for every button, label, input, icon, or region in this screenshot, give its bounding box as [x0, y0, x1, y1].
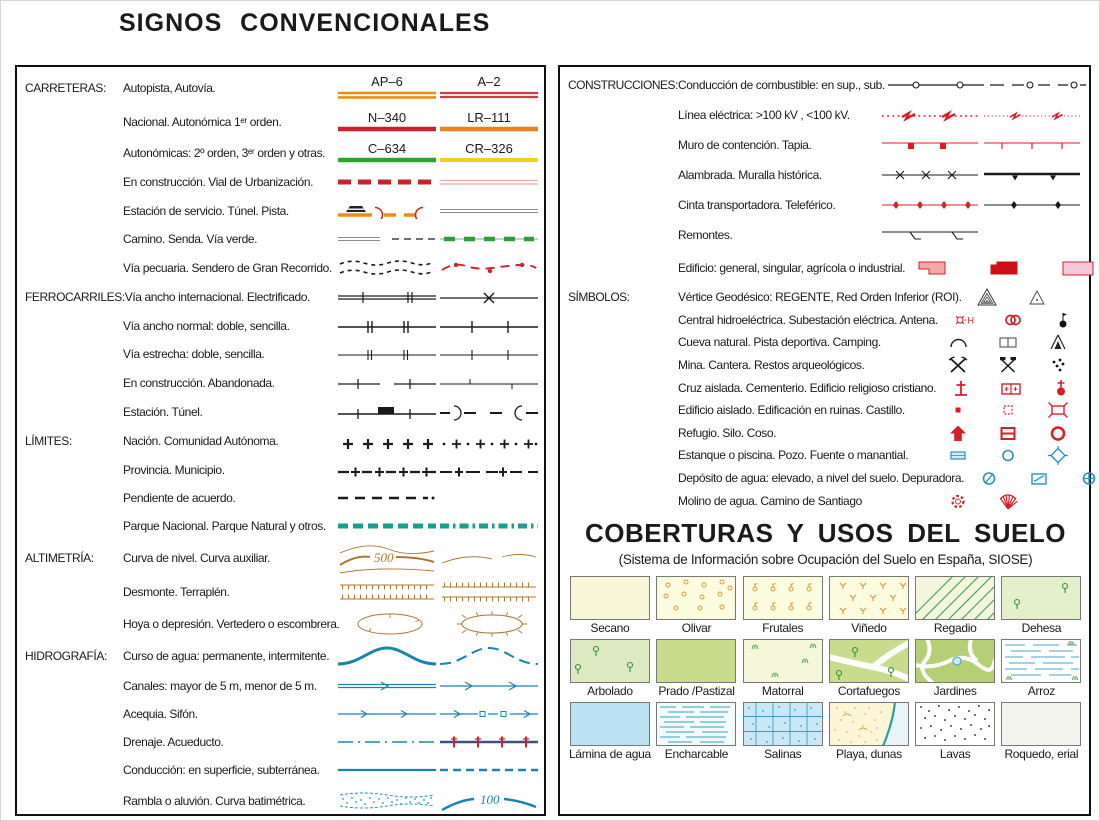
estacion-servicio-tunel-symbol [336, 203, 438, 219]
swatch-arroz [1001, 639, 1081, 683]
tapia-symbol [981, 138, 1083, 152]
swatch-secano [570, 576, 650, 620]
pendiente-acuerdo-symbol [336, 492, 438, 504]
ferrocarril-internacional-symbol [336, 286, 438, 308]
category-label: FERROCARRILES: [25, 290, 125, 304]
row-label: Conducción: en superficie, subterránea. [123, 763, 320, 777]
page-title: SIGNOS CONVENCIONALES [119, 9, 491, 37]
legend-row [568, 376, 1083, 399]
vial-urbanizacion-symbol [438, 177, 540, 187]
depuradora-icon [1064, 468, 1100, 488]
land-cover-cell [1001, 639, 1082, 698]
coso-icon [1033, 423, 1083, 443]
legend-row [25, 672, 540, 700]
row-label: En construcción. Abandonada. [123, 375, 275, 390]
land-cover-cell [1001, 702, 1082, 761]
vertedero-symbol [441, 610, 543, 638]
swatch-jardines [915, 639, 995, 683]
land-cover-cell [915, 576, 996, 635]
pista-symbol [438, 207, 540, 215]
remontes-symbol [879, 226, 981, 244]
limite-municipio-symbol [438, 459, 540, 481]
land-cover-label: Prado /Pastizal [658, 683, 735, 698]
row-label: Mina. Cantera. Restos arqueológicos. [678, 358, 865, 373]
category-label: LÍMITES: [25, 433, 72, 448]
castillo-icon [1033, 400, 1083, 420]
land-cover-cell [656, 576, 737, 635]
swatch-frutales [743, 576, 823, 620]
legend-row [25, 700, 540, 728]
via-normal-doble-symbol [336, 315, 438, 337]
legend-row [25, 455, 540, 484]
legend-row [25, 512, 540, 539]
parque-nacional-symbol [336, 521, 438, 531]
row-label: Estación de servicio. Túnel. Pista. [123, 203, 289, 218]
molino-agua-icon [933, 491, 983, 511]
row-label: Nación. Comunidad Autónoma. [123, 433, 279, 448]
acueducto-symbol [438, 734, 540, 750]
land-cover-cell [656, 639, 737, 698]
land-cover-label: Dehesa [1021, 620, 1062, 635]
legend-row [568, 422, 1083, 445]
land-cover-cell [1001, 576, 1082, 635]
mina-icon [933, 355, 983, 375]
swatch-lavas [915, 702, 995, 746]
legend-row [568, 309, 1083, 332]
land-cover-cell [569, 576, 651, 635]
legend-row [25, 106, 540, 137]
row-label: Parque Nacional. Parque Natural y otros. [123, 518, 326, 533]
linea-electrica-alta-symbol [879, 107, 981, 123]
category-label: HIDROGRAFÍA: [25, 649, 107, 663]
land-cover-label: Frutales [762, 620, 804, 635]
edificacion-ruinas-icon [983, 400, 1033, 420]
via-estrecha-doble-symbol [336, 344, 438, 364]
land-cover-label: Salinas [764, 746, 802, 761]
swatch-playa-dunas [829, 702, 909, 746]
row-label: Conducción de combustible: en sup., sub. [678, 78, 885, 92]
via-verde-symbol [438, 235, 540, 243]
legend-row [25, 69, 540, 106]
legend-row [25, 539, 540, 576]
cantera-icon [983, 355, 1033, 375]
category-label: SÍMBOLOS: [568, 290, 630, 305]
legend-row [568, 160, 1083, 190]
legend-row [25, 484, 540, 512]
legend-row [25, 397, 540, 426]
row-label: Provincia. Municipio. [123, 462, 225, 477]
autovia-symbol [438, 75, 540, 100]
land-cover-cell [742, 576, 823, 635]
limite-comunidad-symbol [438, 430, 540, 452]
curso-agua-permanente-symbol [336, 643, 438, 669]
land-cover-label: Viñedo [851, 620, 887, 635]
parque-natural-symbol [438, 521, 540, 531]
land-cover-cell [828, 639, 909, 698]
legend-row [568, 331, 1083, 354]
land-cover-cell [656, 702, 737, 761]
legend-row [568, 100, 1083, 130]
category-label: CARRETERAS: [25, 80, 106, 95]
legend-row [568, 354, 1083, 377]
restos-arqueologicos-icon [1033, 355, 1083, 375]
autonomica-2o-orden-symbol [336, 142, 438, 163]
deposito-elevado-icon [964, 468, 1014, 488]
land-cover-label: Lámina de agua [569, 746, 651, 761]
swatch-matorral [743, 639, 823, 683]
legend-row [568, 250, 1083, 286]
edificio-religioso-icon [1036, 378, 1086, 398]
category-label: ALTIMETRÍA: [25, 550, 94, 565]
ferrocarril-abandonado-symbol [438, 373, 540, 393]
land-cover-label: Cortafuegos [837, 683, 900, 698]
canal-mayor-symbol [336, 678, 438, 694]
row-label: Edificio: general, singular, agrícola o industrial. [678, 261, 906, 275]
land-cover-label: Secano [590, 620, 630, 635]
swatch-vinedo [829, 576, 909, 620]
coberturas-title: COBERTURAS Y USOS DEL SUELO [584, 517, 1067, 548]
curva-auxiliar-symbol [438, 541, 540, 575]
coberturas-subtitle: (Sistema de Información sobre Ocupación del Suelo en España, SIOSE) [618, 551, 1033, 567]
edificio-symbols [905, 257, 1100, 279]
camino-senda-symbol [336, 235, 438, 243]
road-code-n340: N–340 [367, 110, 407, 125]
row-label: Línea eléctrica: >100 kV , <100 kV. [678, 108, 850, 122]
swatch-arbolado [570, 639, 650, 683]
legend-row [25, 728, 540, 756]
terraplen-symbol [438, 580, 540, 604]
contour-value-label: 500 [374, 549, 394, 565]
row-label: Central hidroeléctrica. Subestación eléctrica. Antena. [678, 312, 938, 327]
land-cover-cell [569, 702, 651, 761]
vertice-roi-icon [1012, 287, 1062, 307]
row-label: Estación. Túnel. [123, 404, 203, 419]
panel-signos-derecha [558, 65, 1091, 816]
legend-row [568, 220, 1083, 250]
row-label: Cueva natural. Pista deportiva. Camping. [678, 335, 881, 350]
land-cover-grid [568, 576, 1083, 761]
muralla-historica-symbol [981, 167, 1083, 183]
land-cover-cell [742, 702, 823, 761]
legend-row [568, 130, 1083, 160]
pista-deportiva-icon [983, 332, 1033, 352]
legend-row [25, 756, 540, 784]
refugio-icon [933, 423, 983, 443]
swatch-dehesa [1001, 576, 1081, 620]
autopista-symbol [336, 75, 438, 100]
ferrocarril-construccion-symbol [336, 373, 438, 393]
camping-icon [1033, 332, 1083, 352]
conduccion-subterranea-symbol [438, 765, 540, 775]
legend-row [25, 340, 540, 368]
legend-row [568, 286, 1083, 309]
desmonte-symbol [336, 580, 438, 604]
cinta-transportadora-symbol [879, 197, 981, 213]
subestacion-electrica-icon [988, 310, 1038, 330]
rambla-aluvion-symbol [336, 789, 438, 813]
legend-row [25, 137, 540, 168]
row-label: Cinta transportadora. Teleférico. [678, 198, 836, 212]
canal-menor-symbol [438, 678, 540, 694]
legend-row [25, 253, 540, 283]
silo-icon [983, 423, 1033, 443]
legend-row [25, 607, 540, 640]
vertice-regente-icon [962, 287, 1012, 307]
swatch-encharcable [656, 702, 736, 746]
row-label: Remontes. [678, 228, 733, 242]
legend-row [568, 444, 1083, 467]
combustible-superficie-symbol [885, 78, 987, 92]
legend-row [25, 225, 540, 253]
row-label: Vía ancho internacional. Electrificado. [124, 290, 310, 304]
legend-row [25, 283, 540, 311]
swatch-salinas [743, 702, 823, 746]
land-cover-cell [915, 639, 996, 698]
land-cover-label: Encharcable [664, 746, 729, 761]
land-cover-cell [828, 576, 909, 635]
land-cover-label: Roquedo, erial [1004, 746, 1079, 761]
legend-row [568, 489, 1083, 512]
road-code-cr326: CR–326 [465, 141, 513, 156]
cementerio-icon [986, 378, 1036, 398]
autonomica-3er-orden-symbol [438, 142, 540, 163]
tunel-ferrocarril-symbol [438, 402, 540, 422]
via-estrecha-sencilla-symbol [438, 344, 540, 364]
ferrocarril-electrificado-symbol [438, 286, 540, 308]
carretera-construccion-symbol [336, 177, 438, 187]
legend-row [25, 426, 540, 455]
acequia-symbol [336, 706, 438, 722]
swatch-prado [656, 639, 736, 683]
combustible-subterraneo-symbol [987, 78, 1089, 92]
row-label: Molino de agua. Camino de Santiago [678, 493, 862, 508]
legend-row [568, 467, 1083, 490]
legend-row [25, 368, 540, 397]
row-label: Hoya o depresión. Vertedero o escombrera. [123, 616, 340, 631]
row-label: Camino. Senda. Vía verde. [123, 232, 258, 246]
estacion-ferrocarril-symbol [336, 402, 438, 422]
land-cover-label: Jardines [933, 683, 977, 698]
limite-provincia-symbol [336, 459, 438, 481]
panel-signos-izquierda [15, 65, 546, 816]
road-code-a2: A–2 [477, 74, 501, 89]
legend-row [568, 399, 1083, 422]
fuente-manantial-icon [1033, 445, 1083, 465]
category-label: CONSTRUCCIONES: [568, 78, 678, 92]
swatch-cortafuegos [829, 639, 909, 683]
swatch-olivar [656, 576, 736, 620]
drenaje-symbol [336, 736, 438, 748]
via-normal-sencilla-symbol [438, 315, 540, 337]
edificio-aislado-icon [933, 400, 983, 420]
land-cover-label: Playa, dunas [836, 746, 902, 761]
row-label: Canales: mayor de 5 m, menor de 5 m. [123, 679, 317, 693]
land-cover-label: Olivar [681, 620, 712, 635]
row-label: Edificio aislado. Edificación en ruinas. Castillo. [678, 403, 905, 418]
carretera-nacional-symbol [336, 111, 438, 132]
limite-nacion-symbol [336, 430, 438, 452]
land-cover-cell [828, 702, 909, 761]
row-label: Rambla o aluvión. Curva batimétrica. [123, 793, 306, 808]
land-cover-label: Arbolado [587, 683, 633, 698]
central-hidroelectrica-icon [938, 310, 988, 330]
land-cover-label: Matorral [761, 683, 804, 698]
curva-batimetrica-symbol [438, 788, 540, 814]
land-cover-label: Regadio [933, 620, 977, 635]
row-label: Autopista, Autovía. [123, 80, 216, 95]
via-pecuaria-symbol [336, 258, 438, 278]
linea-electrica-baja-symbol [981, 107, 1083, 123]
cueva-natural-icon [933, 332, 983, 352]
land-cover-cell [915, 702, 996, 761]
row-label: Muro de contención. Tapia. [678, 138, 812, 152]
autonomica-1er-orden-symbol [438, 111, 540, 132]
land-cover-cell [742, 639, 823, 698]
curva-nivel-symbol [336, 541, 438, 575]
bathymetric-value-label: 100 [480, 791, 500, 807]
row-label: Vértice Geodésico: REGENTE, Red Orden Inferior (ROI). [678, 290, 962, 305]
row-label: Desmonte. Terraplén. [123, 584, 230, 599]
row-label: Nacional. Autonómica 1ᵉʳ orden. [123, 114, 282, 129]
pozo-icon [983, 445, 1033, 465]
antena-icon [1038, 310, 1088, 330]
row-label: Estanque o piscina. Pozo. Fuente o manantial. [678, 448, 909, 463]
row-label: Alambrada. Muralla histórica. [678, 168, 822, 182]
row-label: Depósito de agua: elevado, a nivel del suelo. Depuradora. [678, 471, 965, 486]
row-label: Vía pecuaria. Sendero de Gran Recorrido. [123, 261, 332, 275]
curso-agua-intermitente-symbol [438, 643, 540, 669]
legend-row [25, 784, 540, 817]
legend-row [568, 70, 1083, 100]
legend-row [25, 196, 540, 225]
row-label: Vía ancho normal: doble, sencilla. [123, 318, 290, 333]
row-label: En construcción. Vial de Urbanización. [123, 175, 314, 189]
svg-text:H: H [967, 315, 974, 326]
row-label: Refugio. Silo. Coso. [678, 425, 777, 440]
row-label: Curso de agua: permanente, intermitente. [123, 649, 330, 663]
swatch-lamina-agua [570, 702, 650, 746]
legend-row [25, 576, 540, 607]
camino-santiago-icon [983, 491, 1033, 511]
legend-row [568, 190, 1083, 220]
row-label: Cruz aislada. Cementerio. Edificio religioso cristiano. [678, 380, 937, 395]
alambrada-symbol [879, 167, 981, 183]
conduccion-superficie-symbol [336, 765, 438, 775]
legend-row [25, 640, 540, 672]
deposito-suelo-icon [1014, 468, 1064, 488]
road-code-lr111: LR–111 [467, 110, 511, 125]
swatch-regadio [915, 576, 995, 620]
land-cover-cell [569, 639, 651, 698]
legend-row [25, 311, 540, 340]
land-cover-label: Lavas [939, 746, 971, 761]
sifon-symbol [438, 706, 540, 722]
cruz-aislada-icon [936, 378, 986, 398]
teleferico-symbol [981, 197, 1083, 213]
sendero-gran-recorrido-symbol [438, 258, 540, 278]
estanque-piscina-icon [933, 445, 983, 465]
row-label: Pendiente de acuerdo. [123, 491, 236, 505]
muro-contencion-symbol [879, 138, 981, 152]
row-label: Autonómicas: 2º orden, 3ᵉʳ orden y otras. [123, 145, 326, 160]
row-label: Vía estrecha: doble, sencilla. [123, 347, 265, 361]
land-cover-label: Arroz [1027, 683, 1055, 698]
row-label: Curva de nivel. Curva auxiliar. [123, 550, 271, 565]
row-label: Drenaje. Acueducto. [123, 735, 224, 749]
road-code-c634: C–634 [367, 141, 407, 156]
swatch-roquedo [1001, 702, 1081, 746]
road-code-ap6: AP–6 [371, 74, 403, 89]
row-label: Acequia. Sifón. [123, 707, 198, 721]
hoya-depresion-symbol [339, 610, 441, 638]
legend-row [25, 168, 540, 196]
